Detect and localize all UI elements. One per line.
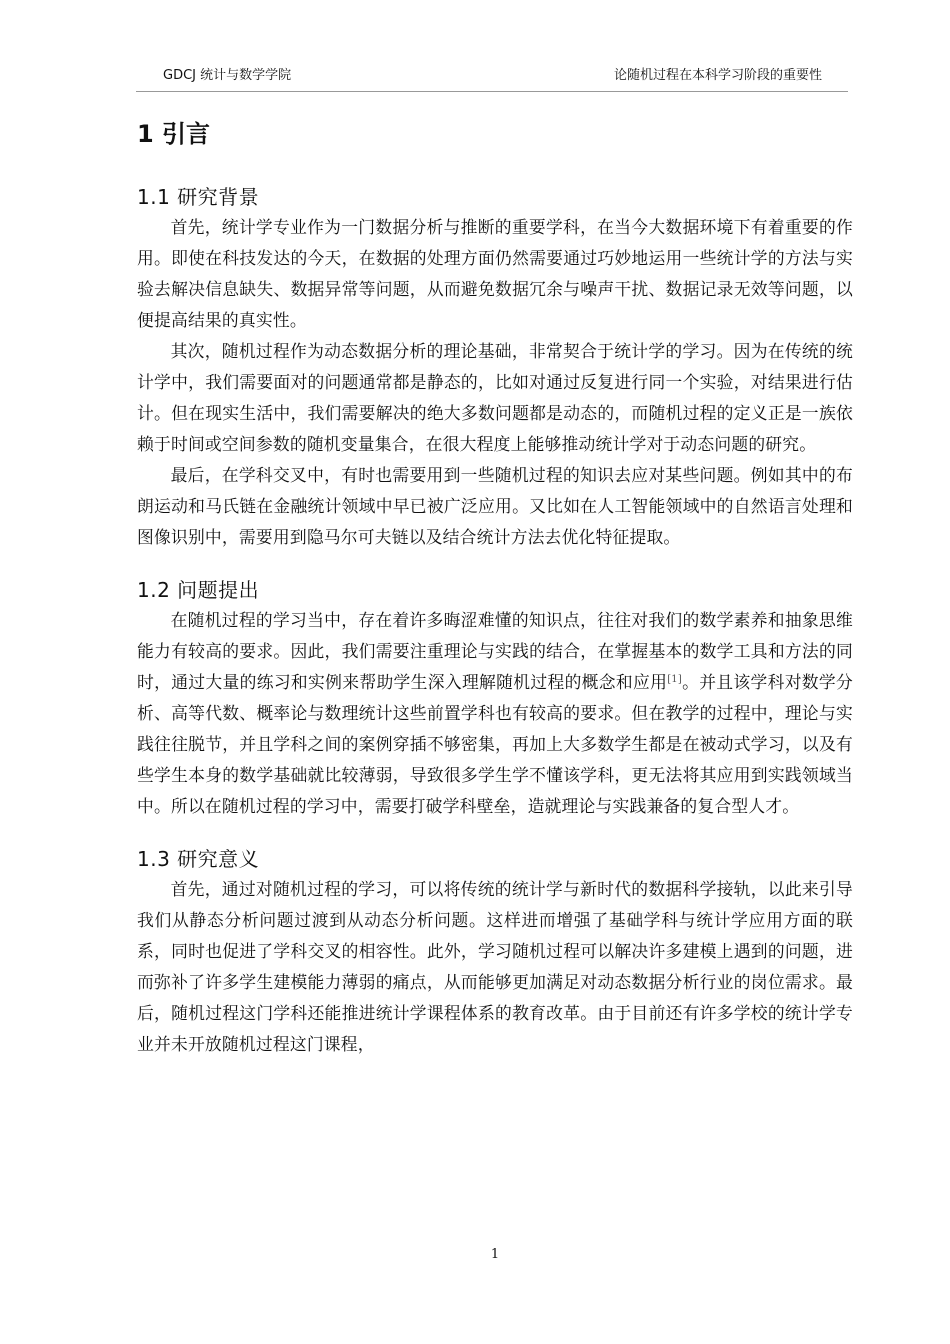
citation-ref[interactable]: [1] [667, 674, 682, 685]
header-school: GDCJ 统计与数学学院 [163, 68, 292, 83]
page-body [137, 114, 853, 1082]
paragraph: 首先，通过对随机过程的学习，可以将传统的统计学与新时代的数据科学接轨，以此来引导我们从静态分析问题过渡到从动态分析问题。这样进而增强了基础学科与统计学应用方面的联系，同时也促进了学科交叉的相容性。此外，学习随机过程可以解决许多建模上遇到的问题，进而弥补了许多学生建模能力薄弱的痛点，从而能够更加满足对动态数据分析行业的岗位需求。最后，随机过程这门学科还能推进统计学课程体系的教育改革。由于目前还有许多学校的统计学专业并未开放随机过程这门课程， [137, 879, 853, 1054]
page-number: 1 [490, 1247, 500, 1262]
section-significance [137, 844, 853, 1060]
header-paper-title: 论随机过程在本科学习阶段的重要性 [613, 68, 822, 83]
header-rule [136, 91, 848, 92]
paragraph-text: 在随机过程的学习当中，存在着许多晦涩难懂的知识点，往往对我们的数学素养和抽象思维能力有较高的要求。因此，我们需要注重理论与实践的结合，在掌握基本的数学工具和方法的同时，通过大量的练习和实例来帮助学生深入理解随机过程的概念和应用 [137, 610, 853, 692]
paragraph [137, 605, 853, 822]
paragraph: 首先，统计学专业作为一门数据分析与推断的重要学科，在当今大数据环境下有着重要的作用。即使在科技发达的今天，在数据的处理方面仍然需要通过巧妙地运用一些统计学的方法与实验去解决信息缺失、数据异常等问题，从而避免数据冗余与噪声干扰、数据记录无效等问题，以便提高结果的真实性。 [137, 217, 853, 330]
section-title-1-2: 1.2 问题提出 [137, 578, 260, 602]
section-title-1-3: 1.3 研究意义 [137, 847, 260, 871]
paragraph: 其次，随机过程作为动态数据分析的理论基础，非常契合于统计学的学习。因为在传统的统计学中，我们需要面对的问题通常都是静态的，比如对通过反复进行同一个实验，对结果进行估计。但在现实生活中，我们需要解决的绝大多数问题都是动态的，而随机过程的定义正是一族依赖于时间或空间参数的随机变量集合，在很大程度上能够推动统计学对于动态问题的研究。 [137, 341, 853, 454]
section-problem [137, 575, 853, 822]
chapter-title: 1 引言 [137, 120, 211, 148]
paragraph: 最后，在学科交叉中，有时也需要用到一些随机过程的知识去应对某些问题。例如其中的布朗运动和马氏链在金融统计领域中早已被广泛应用。又比如在人工智能领域中的自然语言处理和图像识别中，需要用到隐马尔可夫链以及结合统计方法去优化特征提取。 [137, 465, 853, 547]
section-background [137, 182, 853, 553]
paragraph-text: 。并且该学科对数学分析、高等代数、概率论与数理统计这些前置学科也有较高的要求。但在教学的过程中，理论与实践往往脱节，并且学科之间的案例穿插不够密集，再加上大多数学生都是在被动式学习，以及有些学生本身的数学基础就比较薄弱，导致很多学生学不懂该学科，更无法将其应用到实践领域当中。所以在随机过程的学习中，需要打破学科壁垒，造就理论与实践兼备的复合型人才。 [137, 672, 853, 816]
section-title-1-1: 1.1 研究背景 [137, 185, 260, 209]
